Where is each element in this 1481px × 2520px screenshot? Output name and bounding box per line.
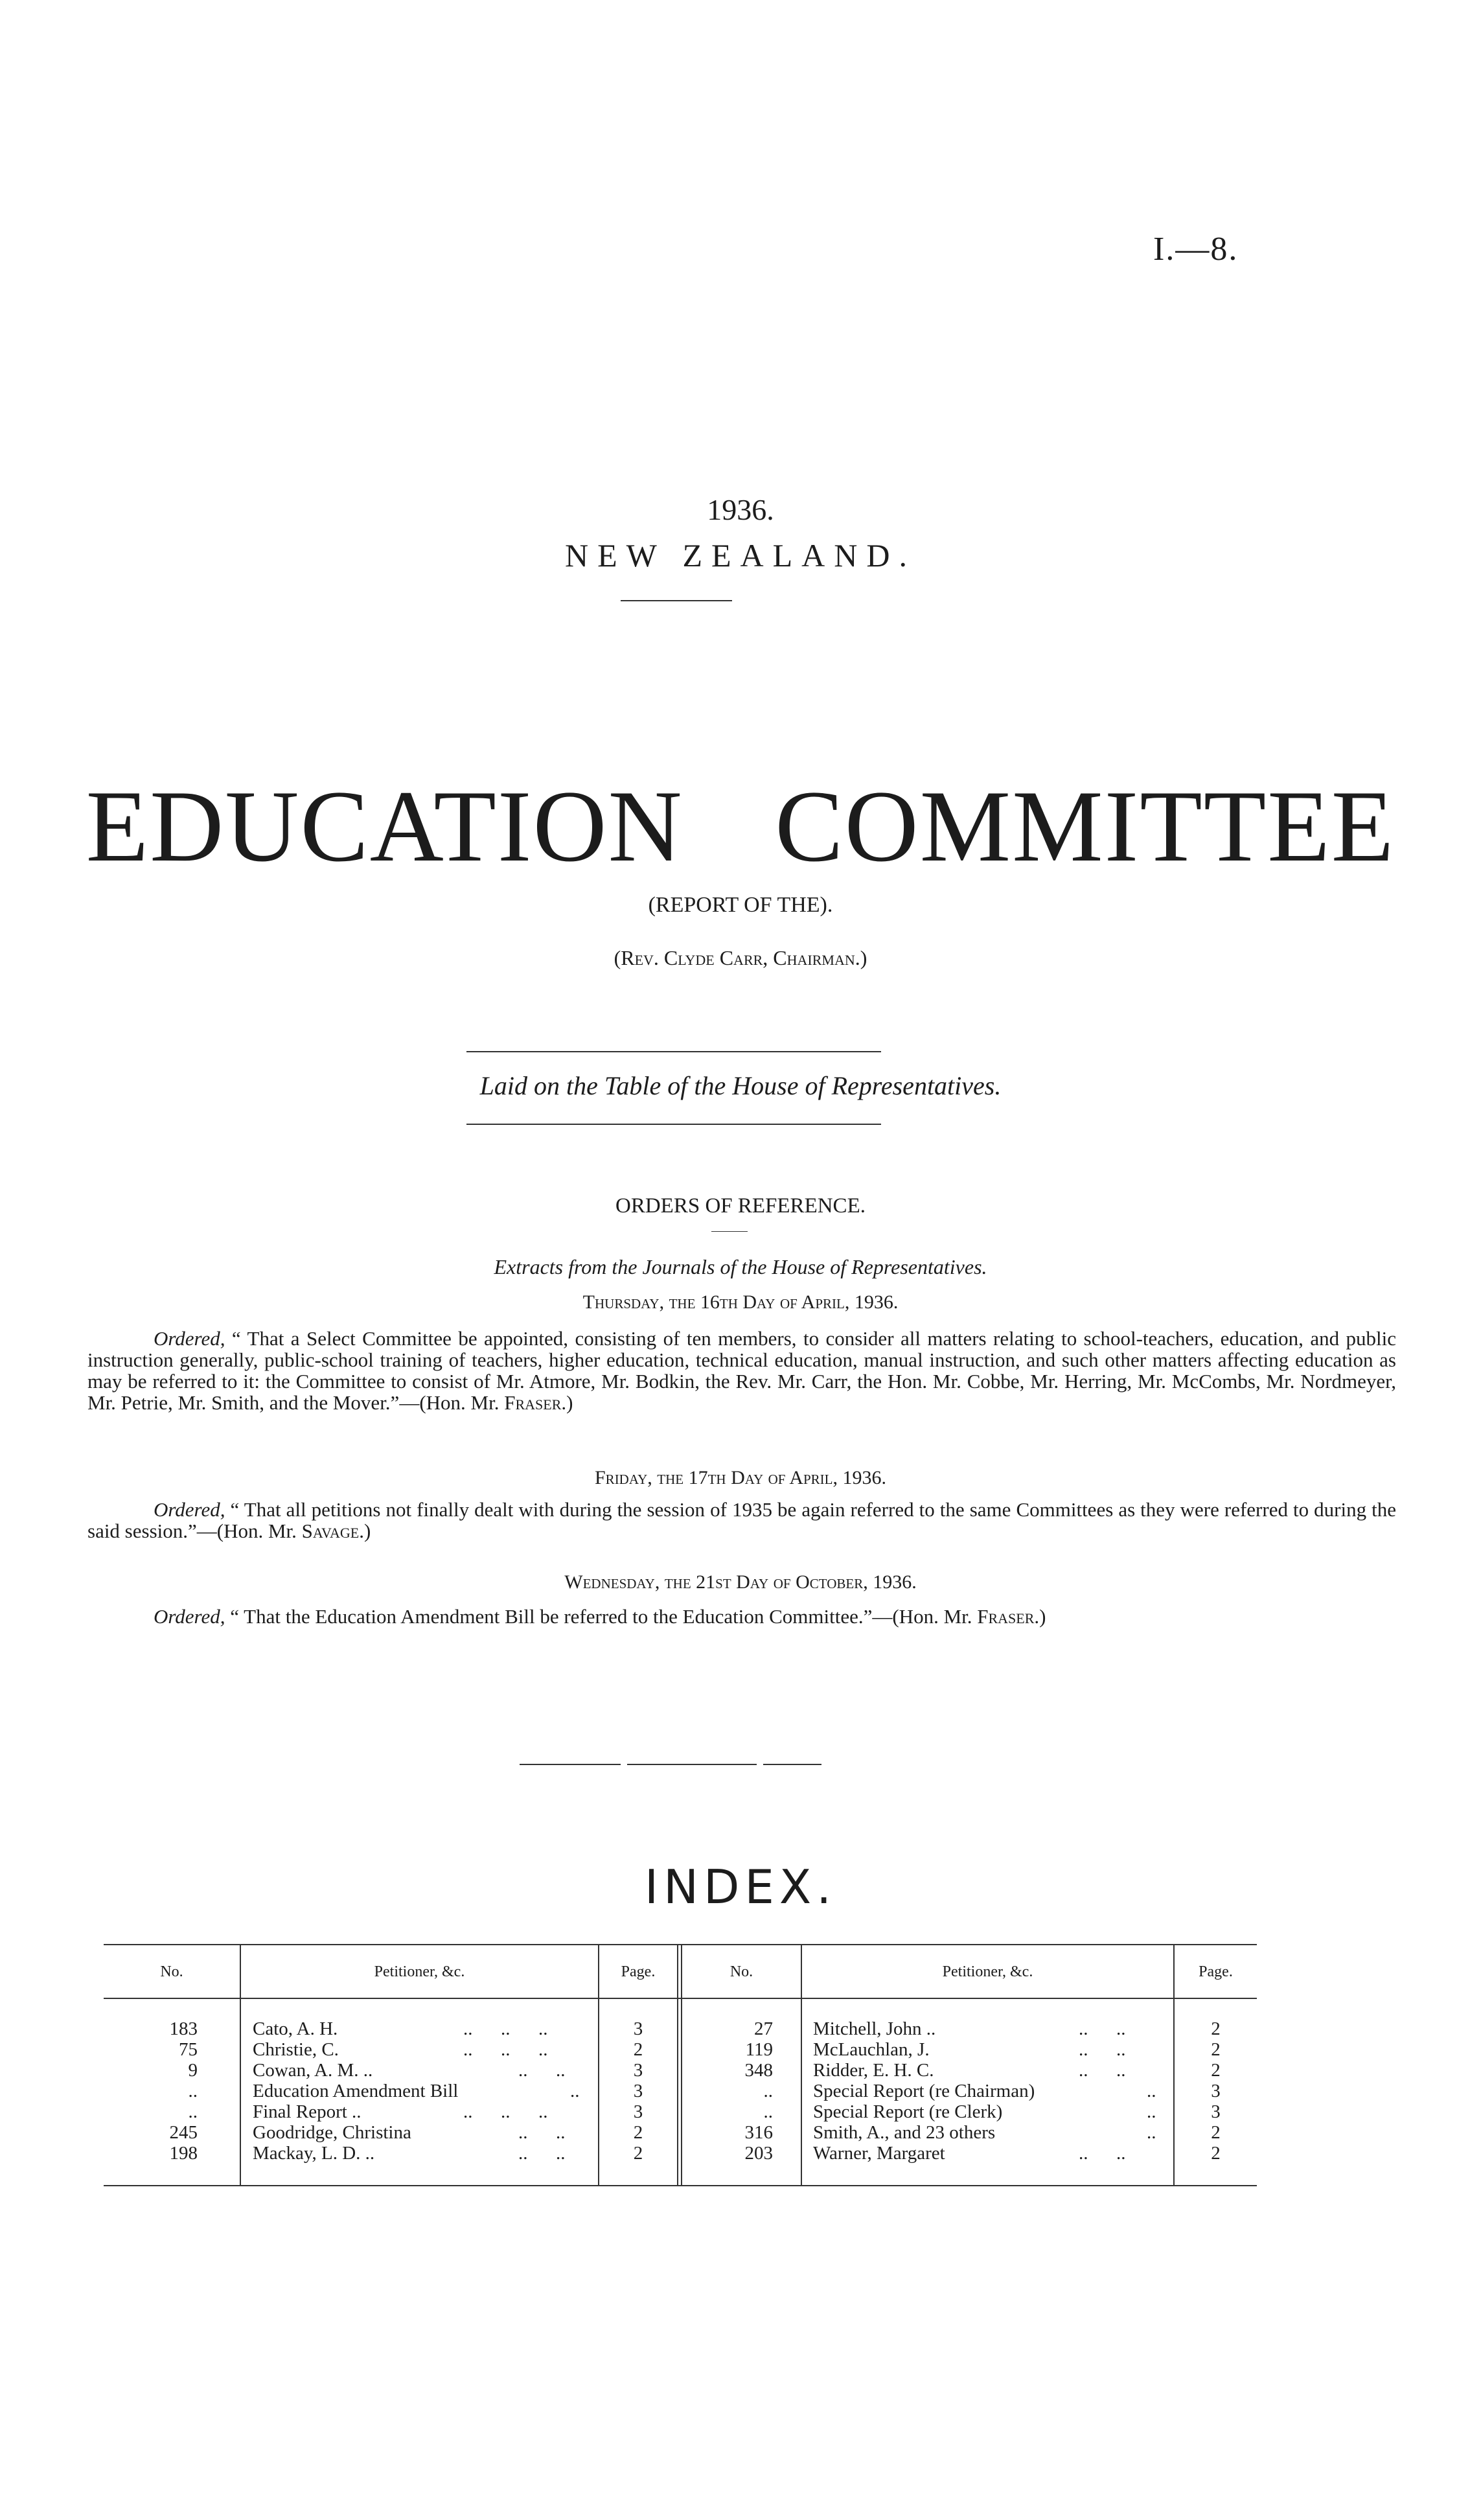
entry-no: 245	[169, 2122, 198, 2143]
header-no: No.	[729, 1963, 753, 1980]
header-no: No.	[160, 1963, 183, 1980]
entry-name: Mackay, L. D. ..	[253, 2143, 375, 2164]
leader-dots: .. .. ..	[463, 2039, 548, 2060]
entry-no: ..	[188, 2101, 198, 2122]
entry-name: Goodridge, Christina	[253, 2122, 411, 2143]
document-reference: I.—8.	[1153, 231, 1239, 268]
leader-dots: .. ..	[1079, 2018, 1126, 2039]
entry-name: Special Report (re Chairman)	[813, 2081, 1035, 2101]
header-petitioner: Petitioner, &c.	[942, 1963, 1033, 1980]
order-mover: Savage.)	[301, 1520, 371, 1542]
entry-name: Cato, A. H.	[253, 2018, 338, 2039]
entry-no: 183	[169, 2018, 198, 2039]
order-paragraph	[87, 1606, 1396, 1627]
leader-dots: .. ..	[518, 2122, 566, 2143]
order-text: “ That a Select Committee be appointed, consisting of ten members, to consider all matters relating to school-teachers, education, and public instruction generally, public-school training of teachers, higher education, technical education, manual instruction, and such other matters affecting education as may be referred to it: the Committee to consist of Mr. Atmore, Mr. Bodkin, the Rev. Mr. Carr, the Hon. Mr. Cobbe, Mr. Herring, Mr. McCombs, Mr. Nordmeyer, Mr. Petrie, Mr. Smith, and the Mover.”—(Hon. Mr.	[87, 1327, 1397, 1414]
divider	[763, 1764, 821, 1765]
index-title: INDEX.	[644, 1860, 837, 1914]
order-date: Friday, the 17th Day of April, 1936.	[595, 1467, 886, 1488]
order-mover: Fraser.)	[977, 1605, 1046, 1628]
ordered-label: Ordered,	[154, 1605, 225, 1628]
leader-dots: .. ..	[518, 2060, 566, 2081]
leader-dots: .. ..	[518, 2143, 566, 2164]
entry-no: ..	[188, 2081, 198, 2101]
table-rule	[104, 1998, 1257, 1999]
entry-name: Final Report ..	[253, 2101, 362, 2122]
entry-page: 3	[633, 2060, 643, 2081]
entry-name: Cowan, A. M. ..	[253, 2060, 373, 2081]
year: 1936.	[707, 493, 774, 526]
order-text: “ That the Education Amendment Bill be referred to the Education Committee.”—(Hon. Mr.	[230, 1605, 978, 1628]
entry-page: 2	[633, 2122, 643, 2143]
divider	[520, 1764, 621, 1765]
chairman-line: (Rev. Clyde Carr, Chairman.)	[614, 946, 867, 969]
entry-no: 27	[754, 2018, 773, 2039]
entry-name: Mitchell, John ..	[813, 2018, 936, 2039]
leader-dots: .. ..	[1079, 2060, 1126, 2081]
column-divider	[801, 1945, 802, 2185]
column-divider	[677, 1945, 678, 2185]
entry-no: ..	[763, 2081, 773, 2101]
entry-page: 2	[1211, 2018, 1221, 2039]
table-rule	[104, 2185, 1257, 2186]
entry-page: 3	[1211, 2101, 1221, 2122]
leader-dots: .. ..	[1079, 2039, 1126, 2060]
divider	[711, 1231, 748, 1232]
entry-page: 3	[633, 2081, 643, 2101]
entry-page: 2	[633, 2143, 643, 2164]
order-text: “ That all petitions not finally dealt with during the session of 1935 be again referred to the same Committees as they were referred to during the said session.”—(Hon. Mr.	[87, 1498, 1397, 1542]
order-date: Thursday, the 16th Day of April, 1936.	[582, 1291, 899, 1313]
table-rule	[104, 1944, 1257, 1945]
leader-dots: ..	[570, 2081, 580, 2101]
header-page: Page.	[1199, 1963, 1233, 1980]
leader-dots: .. .. ..	[463, 2101, 548, 2122]
order-paragraph	[87, 1499, 1396, 1542]
entry-page: 2	[633, 2039, 643, 2060]
entry-no: 316	[744, 2122, 773, 2143]
entry-no: 348	[744, 2060, 773, 2081]
leader-dots: ..	[1147, 2081, 1156, 2101]
entry-no: 119	[745, 2039, 773, 2060]
divider	[627, 1764, 757, 1765]
divider	[621, 600, 732, 601]
entry-page: 3	[1211, 2081, 1221, 2101]
ordered-label: Ordered,	[154, 1327, 225, 1350]
index-table	[104, 1944, 1257, 2200]
header-petitioner: Petitioner, &c.	[374, 1963, 465, 1980]
entry-page: 2	[1211, 2060, 1221, 2081]
entry-page: 2	[1211, 2122, 1221, 2143]
leader-dots: ..	[1147, 2101, 1156, 2122]
entry-name: Warner, Margaret	[813, 2143, 945, 2164]
entry-name: McLauchlan, J.	[813, 2039, 930, 2060]
laid-on-table: Laid on the Table of the House of Representatives.	[479, 1071, 1002, 1100]
entry-page: 3	[633, 2101, 643, 2122]
order-date: Wednesday, the 21st Day of October, 1936.	[564, 1571, 917, 1593]
entry-name: Ridder, E. H. C.	[813, 2060, 934, 2081]
entry-name: Smith, A., and 23 others	[813, 2122, 996, 2143]
entry-page: 3	[633, 2018, 643, 2039]
orders-heading: ORDERS OF REFERENCE.	[615, 1194, 866, 1218]
entry-no: 75	[179, 2039, 198, 2060]
header-page: Page.	[621, 1963, 656, 1980]
subtitle: (REPORT OF THE).	[648, 893, 833, 917]
page-title: EDUCATION COMMITTEE	[86, 770, 1395, 883]
entry-no: ..	[763, 2101, 773, 2122]
entry-name: Christie, C.	[253, 2039, 339, 2060]
entry-name: Education Amendment Bill	[253, 2081, 459, 2101]
entry-no: 9	[188, 2060, 198, 2081]
order-mover: Fraser.)	[504, 1391, 573, 1414]
extracts-line: Extracts from the Journals of the House of Representatives.	[494, 1255, 987, 1278]
divider	[466, 1051, 881, 1052]
entry-no: 203	[744, 2143, 773, 2164]
divider	[466, 1124, 881, 1125]
column-divider	[240, 1945, 241, 2185]
entry-no: 198	[169, 2143, 198, 2164]
ordered-label: Ordered,	[154, 1498, 225, 1521]
leader-dots: .. .. ..	[463, 2018, 548, 2039]
entry-name: Special Report (re Clerk)	[813, 2101, 1003, 2122]
leader-dots: ..	[1147, 2122, 1156, 2143]
entry-page: 2	[1211, 2039, 1221, 2060]
order-paragraph	[87, 1328, 1396, 1413]
leader-dots: .. ..	[1079, 2143, 1126, 2164]
entry-page: 2	[1211, 2143, 1221, 2164]
country: NEW ZEALAND.	[565, 537, 916, 573]
